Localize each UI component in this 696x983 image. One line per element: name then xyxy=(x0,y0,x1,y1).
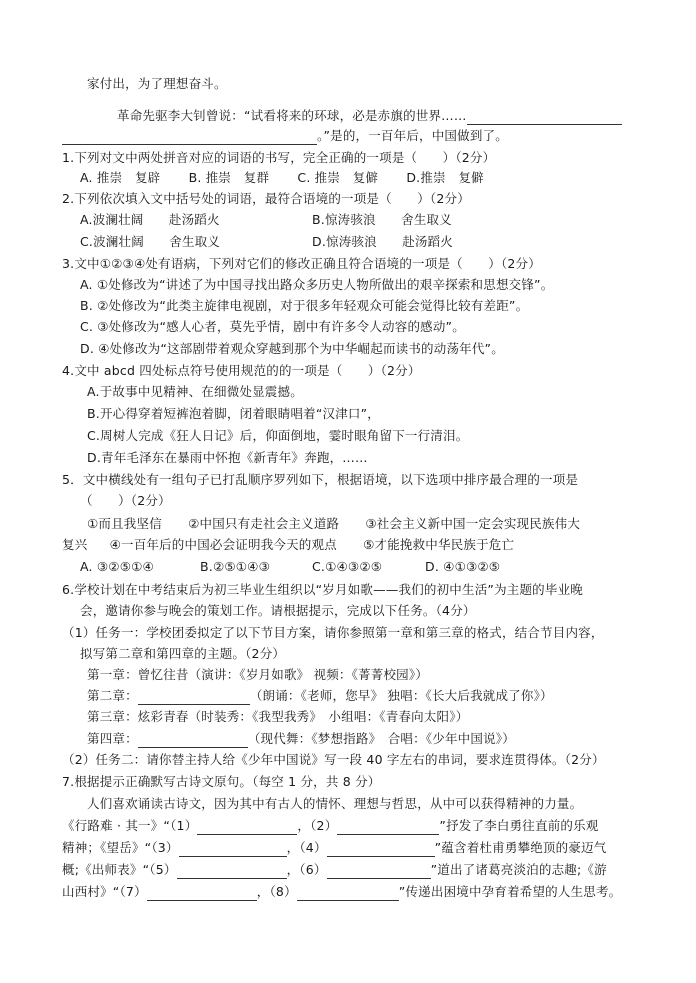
poem-blank-1[interactable] xyxy=(197,820,297,835)
poem-blank-5[interactable] xyxy=(177,864,287,879)
q7-paragraph-line-1: 人们喜欢诵读古诗文，因为其中有古人的情怀、理想与哲思，从中可以获得精神的力量。 xyxy=(87,796,583,811)
q2-stem: 2.下列依次填入文中括号处的词语，最符合语境的一项是（ ）（2分） xyxy=(62,191,470,206)
intro-line-1: 家付出，为了理想奋斗。 xyxy=(87,76,227,91)
q2-option-d[interactable]: D.惊涛骇浪 赴汤蹈火 xyxy=(312,234,453,249)
q5-sentence-3-cont: 复兴 xyxy=(62,537,88,552)
q7-text: ，（4） xyxy=(286,840,327,855)
q5-option-c[interactable]: C.①④③②⑤ xyxy=(312,559,383,574)
q7-paragraph-line-2 xyxy=(62,817,599,835)
poem-blank-4[interactable] xyxy=(327,842,435,857)
chapter-4-title-blank[interactable] xyxy=(138,733,248,748)
q5-sentence-4: ④一百年后的中国必会证明我今天的观点 xyxy=(109,537,337,552)
q5-stem-line-2: （ ）（2分） xyxy=(80,493,171,508)
q2-option-b[interactable]: B.惊涛骇浪 舍生取义 xyxy=(312,212,452,227)
q7-text: ”道出了诸葛亮淡泊的志趣;《游 xyxy=(430,862,607,877)
q1-option-a[interactable]: A. 推崇 复辟 xyxy=(80,170,161,185)
q7-paragraph-line-5 xyxy=(62,883,621,901)
q7-text: 《行路难 · 其一》“（1） xyxy=(62,818,198,833)
q1-option-c[interactable]: C. 推崇 复僻 xyxy=(297,170,379,185)
q7-text: 概;《出师表》“（5） xyxy=(62,862,177,877)
q6-chapter-4 xyxy=(87,730,515,748)
q1-option-b[interactable]: B. 推崇 复群 xyxy=(188,170,270,185)
q7-paragraph-line-4 xyxy=(62,861,607,879)
q6-chapter-1: 第一章：曾忆往昔（演讲：《岁月如歌》 视频：《菁菁校园》） xyxy=(87,667,429,682)
q4-option-a[interactable]: A.于故事中见精神、在细微处显震撼。 xyxy=(87,384,303,399)
poem-blank-8[interactable] xyxy=(297,886,399,901)
chapter-2-title-blank[interactable] xyxy=(138,690,250,705)
answer-blank[interactable] xyxy=(467,110,622,125)
intro-quote-end: 。”是的，一百年后，中国做到了。 xyxy=(317,128,508,143)
q1-option-d[interactable]: D.推崇 复僻 xyxy=(406,170,484,185)
q5-sentences xyxy=(87,515,580,533)
q5-sentences-cont xyxy=(62,536,514,554)
q4-option-b[interactable]: B.开心得穿着短裤泡着脚，闭着眼睛唱着“汉津口”， xyxy=(87,406,381,421)
q6-task1-line-2: 拟写第二章和第四章的主题。（2分） xyxy=(80,646,286,661)
q6-stem-line-2: 会，邀请你参与晚会的策划工作。请根据提示，完成以下任务。（4分） xyxy=(80,603,476,618)
q7-text: ”传递出困境中孕育着希望的人生思考。 xyxy=(398,884,622,899)
q6-chapter-2 xyxy=(87,687,553,705)
poem-blank-3[interactable] xyxy=(179,842,287,857)
q7-stem: 7.根据提示正确默写古诗文原句。（每空 1 分，共 8 分） xyxy=(62,774,381,789)
q6-chapter-4-label: 第四章： xyxy=(87,731,138,746)
q6-chapter-2-label: 第二章： xyxy=(87,688,138,703)
q5-sentence-5: ⑤才能挽救中华民族于危亡 xyxy=(363,537,515,552)
q4-option-c[interactable]: C.周树人完成《狂人日记》后，仰面倒地，霎时眼角留下一行清泪。 xyxy=(87,428,469,443)
q7-text: ”蕴含着杜甫勇攀绝顶的豪迈气 xyxy=(434,840,607,855)
q5-option-a[interactable]: A. ③②⑤①④ xyxy=(80,559,154,574)
q5-stem-line-1: 5．文中横线处有一组句子已打乱顺序罗列如下，根据语境，以下选项中排序最合理的一项是 xyxy=(62,472,579,487)
q7-paragraph-line-3 xyxy=(62,839,606,857)
q3-option-d[interactable]: D. ④处修改为“这部剧带着观众穿越到那个为中华崛起而读书的动荡年代”。 xyxy=(80,341,504,356)
q4-option-d[interactable]: D.青年毛泽东在暴雨中怀抱《新青年》奔跑，…… xyxy=(87,450,368,465)
q1-options xyxy=(80,169,484,187)
q3-option-b[interactable]: B. ②处修改为“此类主旋律电视剧，对于很多年轻观众可能会觉得比较有差距”。 xyxy=(80,298,529,313)
q7-text: 精神；《望岳》“（3） xyxy=(62,840,179,855)
poem-blank-2[interactable] xyxy=(337,820,439,835)
q5-sentence-2: ②中国只有走社会主义道路 xyxy=(188,516,340,531)
q6-chapter-2-programs: （朗诵：《老师，您早》 独唱：《长大后我就成了你》） xyxy=(249,688,553,703)
q5-option-d[interactable]: D. ④①③②⑤ xyxy=(425,559,501,574)
q2-option-c[interactable]: C.波澜壮阔 舍生取义 xyxy=(80,234,221,249)
q5-sentence-1: ①而且我坚信 xyxy=(87,516,162,531)
q7-text: ，（6） xyxy=(286,862,327,877)
q1-stem: 1.下列对文中两处拼音对应的词语的书写，完全正确的一项是（ ）（2分） xyxy=(62,150,496,165)
q3-option-a[interactable]: A. ①处修改为“讲述了为中国寻找出路众多历史人物所做出的艰辛探索和思想交锋”。 xyxy=(80,277,554,292)
q3-option-c[interactable]: C. ③处修改为“感人心者，莫先乎情，剧中有许多令人动容的感动”。 xyxy=(80,319,465,334)
q3-stem: 3.文中①②③④处有语病，下列对它们的修改正确且符合语境的一项是（ ）（2分） xyxy=(62,256,541,271)
poem-blank-6[interactable] xyxy=(327,864,431,879)
intro-line-2 xyxy=(87,107,622,125)
answer-blank[interactable] xyxy=(62,130,317,145)
intro-quote-start: 革命先驱李大钊曾说：“试看将来的环球，必是赤旗的世界…… xyxy=(117,108,467,123)
q2-option-a[interactable]: A.波澜壮阔 赴汤蹈火 xyxy=(80,212,220,227)
q7-text: ，（8） xyxy=(256,884,297,899)
q6-stem-line-1: 6.学校计划在中考结束后为初三毕业生组织以“岁月如歌——我们的初中生活”为主题的毕业晚 xyxy=(62,582,583,597)
intro-line-3 xyxy=(62,127,508,145)
q7-text: ，（2） xyxy=(297,818,338,833)
q7-text: ”抒发了李白勇往直前的乐观 xyxy=(439,818,599,833)
q5-sentence-3: ③社会主义新中国一定会实现民族伟大 xyxy=(365,516,581,531)
q6-chapter-4-programs: （现代舞：《梦想指路》 合唱：《少年中国说》） xyxy=(247,731,515,746)
q5-option-b[interactable]: B.②⑤①④③ xyxy=(200,559,270,574)
q6-task2: （2）任务二：请你替主持人给《少年中国说》写一段 40 字左右的串词，要求连贯得体。（2分） xyxy=(62,752,605,767)
poem-blank-7[interactable] xyxy=(147,886,257,901)
q4-stem: 4.文中 abcd 四处标点符号使用规范的的一项是（ ）（2分） xyxy=(62,363,421,378)
q6-task1-line-1: （1）任务一：学校团委拟定了以下节目方案，请你参照第一章和第三章的格式，结合节目内容， xyxy=(62,625,604,640)
q6-chapter-3: 第三章：炫彩青春（时装秀：《我型我秀》 小组唱：《青春向太阳》） xyxy=(87,709,469,724)
q7-text: 山西村》“（7） xyxy=(62,884,147,899)
